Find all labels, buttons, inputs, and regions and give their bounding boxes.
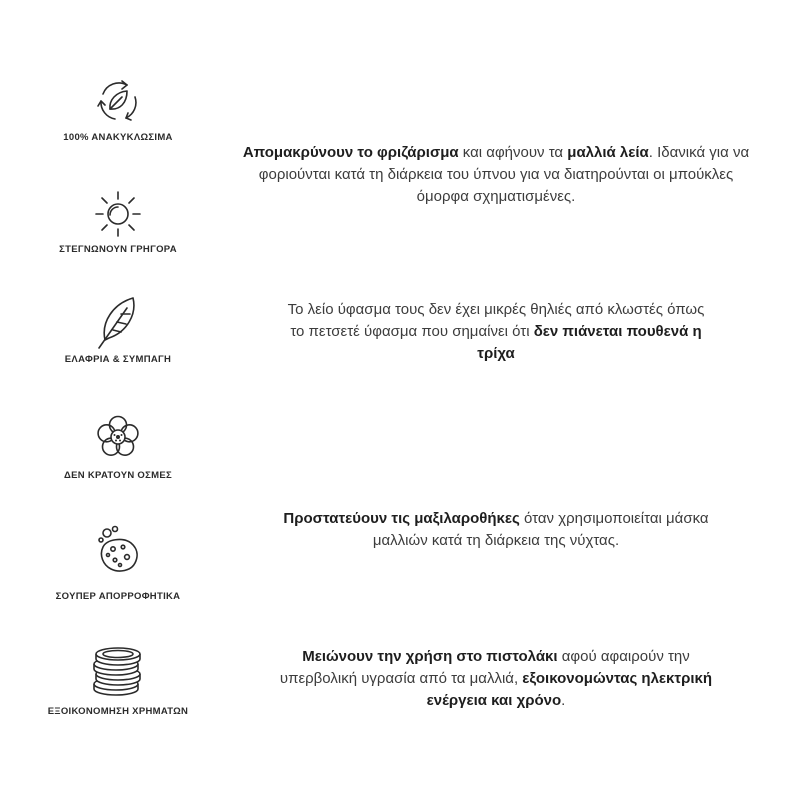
body-text: Το λείο ύφασμα τους δεν έχει μικρές θηλιές από κλωστές όπως το πετσετέ ύφασμα που σημαίνει ότι [287,301,705,340]
feature-light-compact [0,292,236,365]
description-hairdryer [236,646,756,712]
description-frizz [236,142,756,208]
feature-fast-drying [0,188,236,255]
emphasis-text: μαλλιά λεία [567,144,649,161]
description-smooth-fabric [236,299,756,365]
feather-icon [93,292,143,350]
feature-label: ΕΛΑΦΡΙΑ & ΣΥΜΠΑΓΗ [64,354,172,365]
sponge-icon [93,525,143,577]
feature-label: ΔΕΝ ΚΡΑΤΟΥΝ ΟΣΜΕΣ [64,470,172,481]
body-text: όταν χρησιμοποιείται μάσκα μαλλιών κατά τη διάρκεια της νύχτας. [372,510,709,549]
feature-label: ΣΟΥΠΕΡ ΑΠΟΡΡΟΦΗΤΙΚΑ [55,591,181,602]
emphasis-text: Απομακρύνουν το φριζάρισμα [242,144,459,161]
coins-stack-icon [88,640,148,696]
feature-label: ΕΞΟΙΚΟΝΟΜΗΣΗ ΧΡΗΜΑΤΩΝ [47,706,189,717]
recycle-leaf-icon [93,76,143,126]
emphasis-text: Μειώνουν την χρήση στο πιστολάκι [302,648,558,665]
feature-super-absorbent [0,525,236,602]
body-text: . [561,692,566,709]
emphasis-text: Προστατεύουν τις μαξιλαροθήκες [283,510,520,527]
feature-label: ΣΤΕΓΝΩΝΟΥΝ ΓΡΗΓΟΡΑ [59,244,177,255]
feature-label: 100% ΑΝΑΚΥΚΛΩΣΙΜΑ [63,132,173,143]
description-pillowcase [236,508,756,552]
body-text: αφού αφαιρούν την υπερβολική υγρασία από τα μαλλιά, [279,648,690,687]
sun-icon [92,188,144,240]
feature-recyclable [0,76,236,143]
flower-icon [93,412,143,462]
feature-money-saving [0,640,236,717]
emphasis-text: εξοικονομώντας ηλεκτρική ενέργεια και χρόνο [426,670,713,709]
body-text: . Ιδανικά για να φοριούνται κατά τη διάρκεια του ύπνου για να διατηρούνται οι μπούκλες όμορφα σχηματισμένες. [258,144,750,205]
emphasis-text: δεν πιάνεται πουθενά η τρίχα [477,323,702,362]
body-text: και αφήνουν τα [458,144,568,161]
feature-no-odors [0,412,236,481]
